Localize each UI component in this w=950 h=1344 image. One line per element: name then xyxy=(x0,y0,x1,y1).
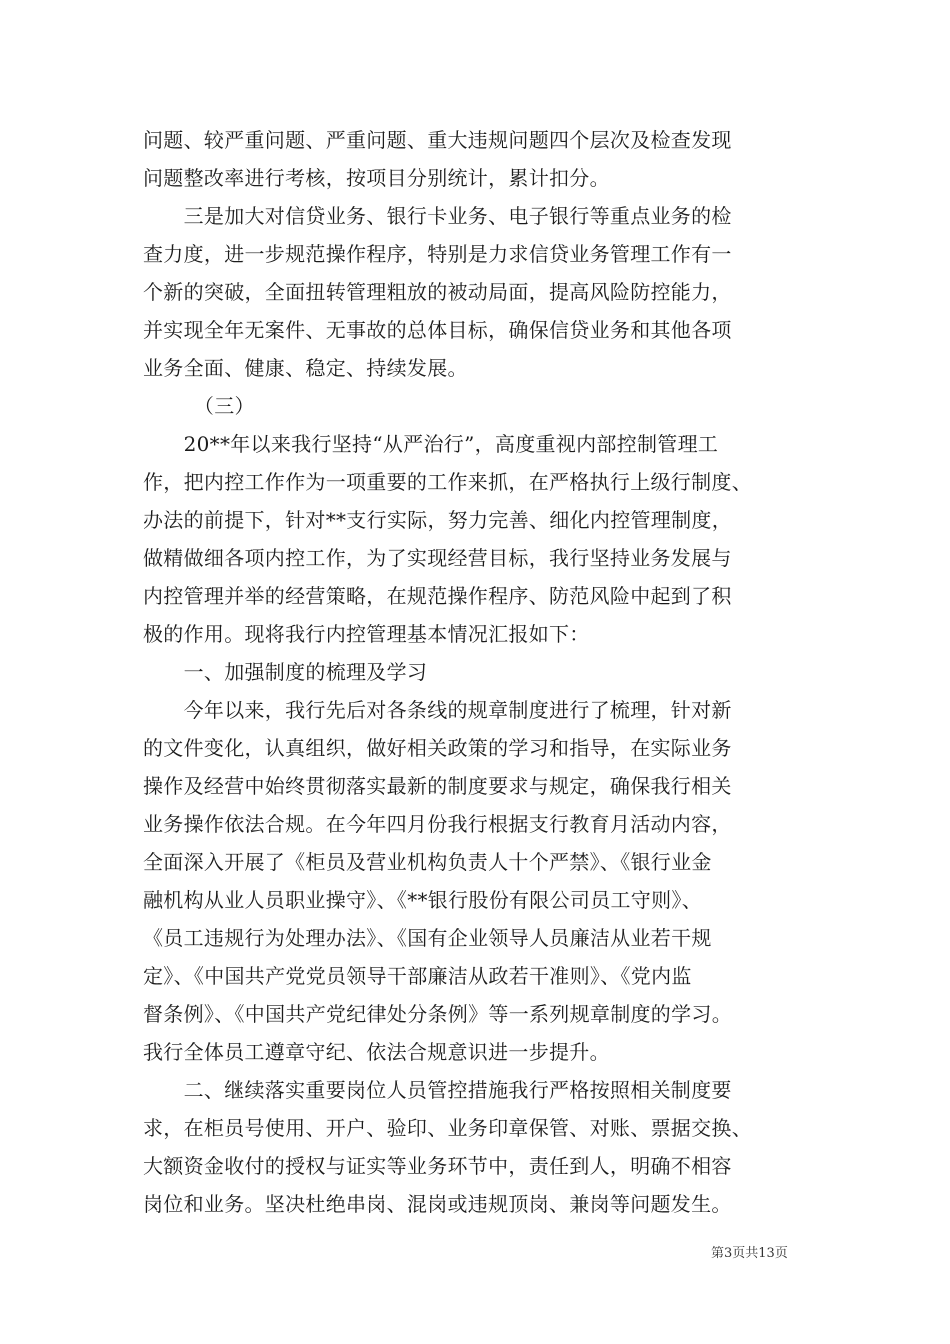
text-line: 定》、《中国共产党党员领导干部廉洁从政若干准则》、《党内监 xyxy=(143,964,692,988)
text-line: 查力度，进一步规范操作程序，特别是力求信贷业务管理工作有一 xyxy=(143,242,732,266)
text-line: 极的作用。现将我行内控管理基本情况汇报如下： xyxy=(143,622,590,646)
section-heading: （三） xyxy=(143,394,255,418)
text-line: 今年以来，我行先后对各条线的规章制度进行了梳理，针对新 xyxy=(143,698,732,722)
text-line: 作，把内控工作作为一项重要的工作来抓，在严格执行上级行制度、 xyxy=(143,470,752,494)
subheading-line: 二、继续落实重要岗位人员管控措施我行严格按照相关制度要 xyxy=(143,1078,732,1102)
text-line: 问题整改率进行考核，按项目分别统计，累计扣分。 xyxy=(143,166,610,190)
text-line: 岗位和业务。坚决杜绝串岗、混岗或违规顶岗、兼岗等问题发生。 xyxy=(143,1192,732,1216)
text-line: 的文件变化，认真组织，做好相关政策的学习和指导，在实际业务 xyxy=(143,736,732,760)
text-line: 做精做细各项内控工作，为了实现经营目标，我行坚持业务发展与 xyxy=(143,546,732,570)
text-line: 20**年以来我行坚持“从严治行”，高度重视内部控制管理工 xyxy=(143,432,719,456)
text-line: 内控管理并举的经营策略，在规范操作程序、防范风险中起到了积 xyxy=(143,584,732,608)
subheading-line: 一、加强制度的梳理及学习 xyxy=(143,660,428,684)
text-line: 求，在柜员号使用、开户、验印、业务印章保管、对账、票据交换、 xyxy=(143,1116,752,1140)
text-line: 全面深入开展了《柜员及营业机构负责人十个严禁》、《银行业金 xyxy=(143,850,712,874)
text-line: 我行全体员工遵章守纪、依法合规意识进一步提升。 xyxy=(143,1040,610,1064)
text-line: 并实现全年无案件、无事故的总体目标，确保信贷业务和其他各项 xyxy=(143,318,732,342)
text-line: 个新的突破，全面扭转管理粗放的被动局面，提高风险防控能力， xyxy=(143,280,732,304)
text-line: 融机构从业人员职业操守》、《**银行股份有限公司员工守则》、 xyxy=(143,888,702,912)
text-line: 操作及经营中始终贯彻落实最新的制度要求与规定，确保我行相关 xyxy=(143,774,732,798)
text-line: 业务操作依法合规。在今年四月份我行根据支行教育月活动内容， xyxy=(143,812,732,836)
text-line: 业务全面、健康、稳定、持续发展。 xyxy=(143,356,468,380)
text-line: 督条例》、《中国共产党纪律处分条例》等一系列规章制度的学习。 xyxy=(143,1002,732,1026)
text-line: 问题、较严重问题、严重问题、重大违规问题四个层次及检查发现 xyxy=(143,128,732,152)
text-line: 大额资金收付的授权与证实等业务环节中，责任到人，明确不相容 xyxy=(143,1154,732,1178)
text-line: 《员工违规行为处理办法》、《国有企业领导人员廉洁从业若干规 xyxy=(143,926,712,950)
text-line: 办法的前提下，针对**支行实际，努力完善、细化内控管理制度， xyxy=(143,508,732,532)
page-number: 第3页共13页 xyxy=(711,1246,788,1261)
text-line: 三是加大对信贷业务、银行卡业务、电子银行等重点业务的检 xyxy=(143,204,732,228)
